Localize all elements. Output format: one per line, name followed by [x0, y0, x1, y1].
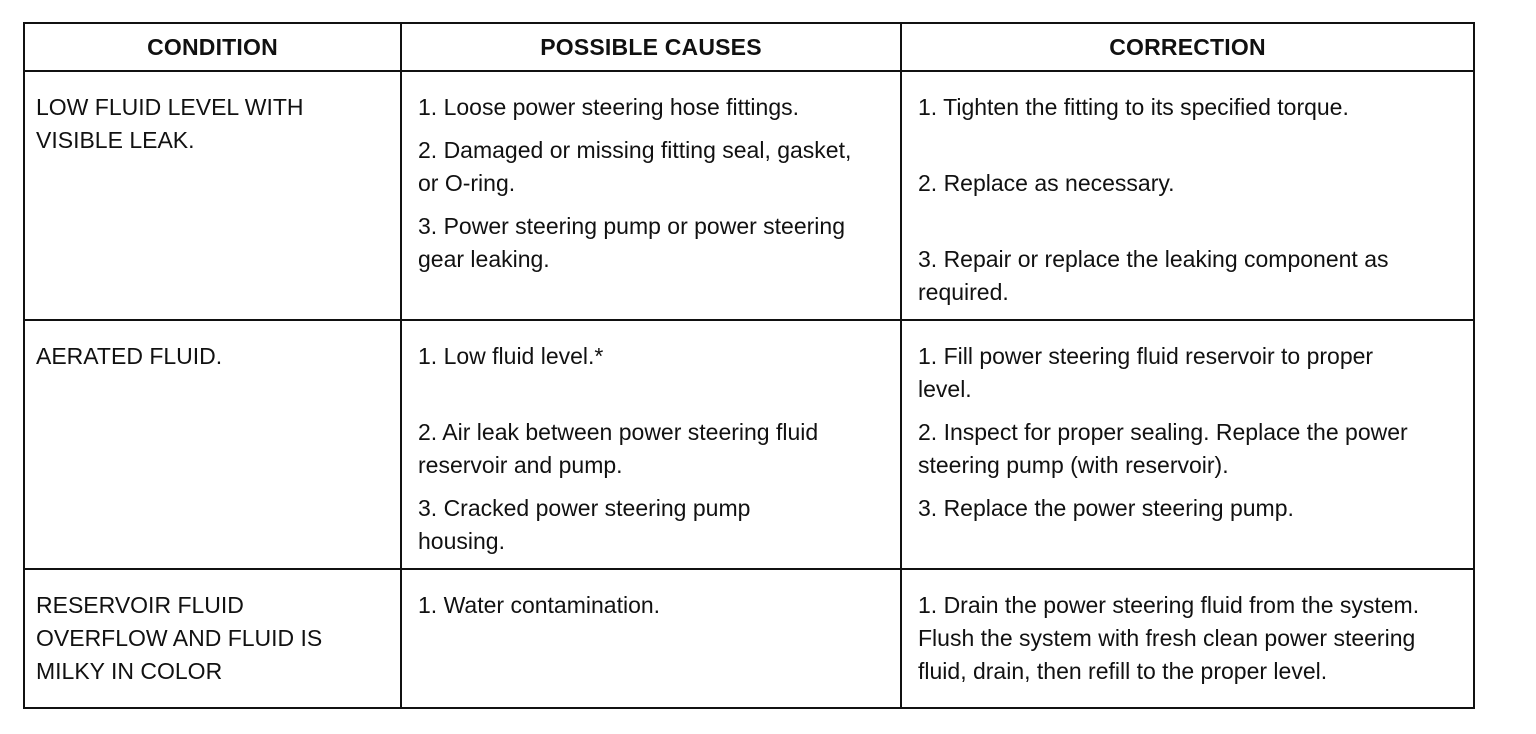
corrections-cell	[901, 71, 1473, 320]
correction-item: 1. Drain the power steering fluid from the system. Flush the system with fresh clean power steering fluid, drain, then refill to the proper level.	[918, 592, 1420, 684]
corrections-cell	[901, 320, 1473, 569]
causes-cell	[401, 320, 901, 569]
correction-item: 2. Inspect for proper sealing. Replace the power steering pump (with reservoir).	[918, 419, 1408, 478]
cause-item: 1. Low fluid level.*	[418, 343, 604, 369]
corrections-cell	[901, 569, 1473, 707]
diagnosis-table	[23, 22, 1475, 709]
cause-item: 1. Loose power steering hose fittings.	[418, 94, 800, 120]
correction-item: 1. Fill power steering fluid reservoir to proper level.	[918, 343, 1374, 402]
condition-text: RESERVOIR FLUID OVERFLOW AND FLUID IS MILKY IN COLOR	[36, 592, 323, 684]
condition-cell	[25, 569, 401, 707]
header-row	[25, 24, 1473, 71]
cause-item: 2. Damaged or missing fitting seal, gasket, or O-ring.	[418, 137, 852, 196]
correction-item: 1. Tighten the fitting to its specified torque.	[918, 94, 1349, 120]
condition-text: AERATED FLUID.	[36, 343, 223, 369]
table-row	[25, 569, 1473, 707]
correction-item: 3. Repair or replace the leaking component as required.	[918, 246, 1389, 305]
diagnosis-table-grid	[25, 24, 1473, 707]
causes-cell	[401, 71, 901, 320]
header-possible-causes: POSSIBLE CAUSES	[401, 24, 901, 71]
cause-item: 2. Air leak between power steering fluid reservoir and pump.	[418, 419, 819, 478]
cause-item: 1. Water contamination.	[418, 592, 661, 618]
condition-cell	[25, 320, 401, 569]
causes-cell	[401, 569, 901, 707]
header-correction: CORRECTION	[901, 24, 1473, 71]
table-row	[25, 71, 1473, 320]
correction-item: 2. Replace as necessary.	[918, 170, 1175, 196]
condition-text: LOW FLUID LEVEL WITH VISIBLE LEAK.	[36, 94, 304, 153]
header-condition: CONDITION	[25, 24, 401, 71]
table-row	[25, 320, 1473, 569]
cause-item: 3. Cracked power steering pump housing.	[418, 495, 751, 554]
correction-item: 3. Replace the power steering pump.	[918, 495, 1294, 521]
condition-cell	[25, 71, 401, 320]
cause-item: 3. Power steering pump or power steering gear leaking.	[418, 213, 845, 272]
